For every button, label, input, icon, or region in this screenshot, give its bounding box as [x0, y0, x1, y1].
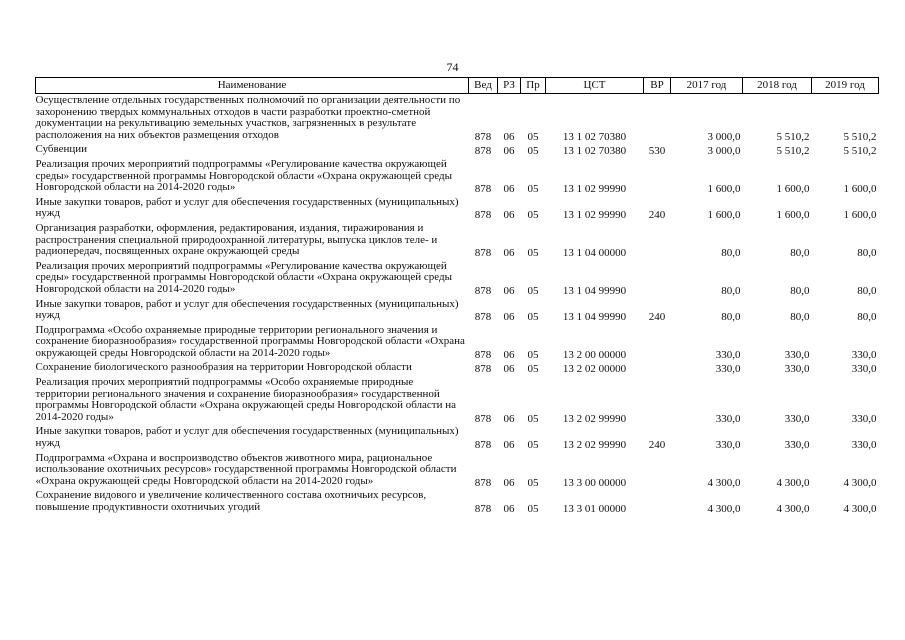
cell-vr — [644, 94, 671, 144]
cell-2018: 5 510,2 — [776, 145, 810, 158]
cell-2018: 330,0 — [784, 348, 810, 361]
cell-name: Реализация прочих мероприятий подпрограммы «Особо охраняемые природные территории регионального значения и сохранение биоразнообразия» государственной программы Новгородской области «Охрана окружающей среды Новгородской области на 2014-2020 годы» — [35, 376, 457, 423]
cell-ved: 878 — [474, 145, 492, 158]
cell-2019: 80,0 — [857, 247, 877, 260]
cell-2018: 4 300,0 — [776, 476, 810, 489]
cell-vr — [644, 376, 671, 425]
cell-ved: 878 — [474, 183, 492, 196]
table-row — [36, 158, 879, 196]
cell-2019: 330,0 — [851, 412, 877, 425]
cell-cst: 13 2 00 00000 — [562, 348, 627, 361]
cell-ved: 878 — [474, 503, 492, 515]
cell-2019: 330,0 — [851, 348, 877, 361]
cell-2017: 4 300,0 — [707, 503, 741, 515]
cell-vr: 240 — [648, 209, 666, 222]
table-row — [36, 452, 879, 490]
cell-2019: 80,0 — [857, 284, 877, 297]
table-row — [36, 143, 879, 158]
table-row — [36, 324, 879, 362]
table-row — [36, 298, 879, 324]
cell-vr — [644, 489, 671, 515]
cell-ved: 878 — [474, 311, 492, 324]
cell-pr: 05 — [527, 363, 539, 376]
cell-2019: 4 300,0 — [843, 476, 877, 489]
cell-2019: 1 600,0 — [843, 183, 877, 196]
cell-pr: 05 — [527, 284, 539, 297]
cell-vr — [644, 324, 671, 362]
table-row — [36, 361, 879, 376]
cell-cst: 13 2 02 00000 — [562, 363, 627, 376]
cell-name: Субвенции — [35, 143, 88, 156]
cell-ved: 878 — [474, 348, 492, 361]
cell-rz: 06 — [503, 183, 515, 196]
cell-pr: 05 — [527, 183, 539, 196]
cell-cst: 13 1 02 70380 — [562, 130, 627, 143]
cell-2018: 330,0 — [784, 363, 810, 376]
cell-2017: 1 600,0 — [707, 183, 741, 196]
cell-ved: 878 — [474, 363, 492, 376]
cell-2017: 330,0 — [715, 412, 741, 425]
cell-2018: 80,0 — [790, 284, 810, 297]
cell-vr — [644, 158, 671, 196]
cell-pr: 05 — [527, 348, 539, 361]
cell-rz: 06 — [503, 311, 515, 324]
cell-2017: 80,0 — [721, 247, 741, 260]
header-2018: 2018 год — [743, 78, 812, 94]
cell-2018: 1 600,0 — [776, 183, 810, 196]
header-ved: Вед — [469, 78, 498, 94]
cell-2017: 80,0 — [721, 284, 741, 297]
cell-2017: 3 000,0 — [707, 145, 741, 158]
cell-pr: 05 — [527, 476, 539, 489]
header-rz: РЗ — [498, 78, 521, 94]
cell-name: Осуществление отдельных государственных полномочий по организации деятельности по захоронению твердых коммунальных отходов в части разработки проектно-сметной документации на рекультивацию земельных участков, загрязненных в результате расположения на них объектов размещения отходов — [35, 94, 461, 141]
cell-2017: 330,0 — [715, 348, 741, 361]
cell-ved: 878 — [474, 439, 492, 452]
cell-pr: 05 — [527, 439, 539, 452]
cell-cst: 13 2 02 99990 — [562, 439, 627, 452]
cell-pr: 05 — [527, 503, 539, 515]
table-row — [36, 489, 879, 515]
table-row — [36, 222, 879, 260]
cell-2017: 1 600,0 — [707, 209, 741, 222]
cell-2017: 330,0 — [715, 439, 741, 452]
cell-2019: 80,0 — [857, 311, 877, 324]
cell-rz: 06 — [503, 363, 515, 376]
cell-ved: 878 — [474, 247, 492, 260]
header-2017: 2017 год — [671, 78, 743, 94]
cell-rz: 06 — [503, 209, 515, 222]
cell-rz: 06 — [503, 412, 515, 425]
cell-cst: 13 1 02 99990 — [562, 209, 627, 222]
cell-2019: 4 300,0 — [843, 503, 877, 515]
cell-cst: 13 2 02 99990 — [562, 412, 627, 425]
cell-vr — [644, 361, 671, 376]
cell-rz: 06 — [503, 130, 515, 143]
cell-rz: 06 — [503, 476, 515, 489]
cell-vr: 530 — [648, 145, 666, 158]
cell-2018: 80,0 — [790, 311, 810, 324]
table-row — [36, 94, 879, 144]
cell-2018: 1 600,0 — [776, 209, 810, 222]
cell-rz: 06 — [503, 145, 515, 158]
cell-cst: 13 1 04 00000 — [562, 247, 627, 260]
header-pr: Пр — [521, 78, 546, 94]
cell-name: Сохранение биологического разнообразия на территории Новгородской области — [35, 361, 412, 374]
table-body — [36, 94, 879, 516]
table-row — [36, 196, 879, 222]
cell-name: Иные закупки товаров, работ и услуг для обеспечения государственных (муниципальных) нужд — [35, 425, 459, 450]
cell-vr — [644, 222, 671, 260]
cell-pr: 05 — [527, 209, 539, 222]
cell-pr: 05 — [527, 412, 539, 425]
cell-ved: 878 — [474, 209, 492, 222]
cell-vr — [644, 260, 671, 298]
table-row — [36, 425, 879, 451]
header-vr: ВР — [644, 78, 671, 94]
cell-ved: 878 — [474, 412, 492, 425]
table-header-row — [36, 78, 879, 94]
cell-cst: 13 3 01 00000 — [562, 503, 627, 515]
cell-name: Реализация прочих мероприятий подпрограммы «Регулирование качества окружающей среды» государственной программы Новгородской области «Охрана окружающей среды Новгородской области на 2014-2020 годы» — [35, 259, 453, 295]
cell-name: Организация разработки, оформления, редактирования, издания, тиражирования и распространения специальной природоохранной литературы, выпуска циклов теле- и радиопередач, посвященных охране окружающей среды — [35, 221, 438, 258]
table-row — [36, 260, 879, 298]
cell-name: Иные закупки товаров, работ и услуг для обеспечения государственных (муниципальных) нужд — [35, 297, 459, 322]
cell-2017: 3 000,0 — [707, 130, 741, 143]
cell-2018: 5 510,2 — [776, 130, 810, 143]
budget-table — [35, 77, 879, 516]
cell-2019: 5 510,2 — [843, 130, 877, 143]
cell-name: Сохранение видового и увеличение количественного состава охотничьих ресурсов, повышение продуктивности охотничьих угодий — [35, 489, 427, 513]
cell-cst: 13 1 02 70380 — [562, 145, 627, 158]
cell-2017: 80,0 — [721, 311, 741, 324]
cell-name: Подпрограмма «Особо охраняемые природные территории регионального значения и сохранение биоразнообразия» государственной программы Новгородской области «Охрана окружающей среды Новгородской области на 2014-2020 годы» — [35, 323, 465, 359]
cell-2018: 330,0 — [784, 439, 810, 452]
cell-vr: 240 — [648, 439, 666, 452]
cell-ved: 878 — [474, 284, 492, 297]
cell-ved: 878 — [474, 130, 492, 143]
page-number: 74 — [446, 60, 459, 74]
cell-ved: 878 — [474, 476, 492, 489]
cell-vr: 240 — [648, 311, 666, 324]
cell-2019: 330,0 — [851, 439, 877, 452]
cell-2017: 4 300,0 — [707, 476, 741, 489]
cell-cst: 13 3 00 00000 — [562, 476, 627, 489]
cell-2018: 80,0 — [790, 247, 810, 260]
cell-cst: 13 1 04 99990 — [562, 284, 627, 297]
header-cst: ЦСТ — [546, 78, 644, 94]
cell-2019: 1 600,0 — [843, 209, 877, 222]
cell-rz: 06 — [503, 348, 515, 361]
cell-cst: 13 1 02 99990 — [562, 183, 627, 196]
cell-rz: 06 — [503, 284, 515, 297]
cell-2019: 5 510,2 — [843, 145, 877, 158]
cell-2019: 330,0 — [851, 363, 877, 376]
cell-rz: 06 — [503, 503, 515, 515]
cell-pr: 05 — [527, 145, 539, 158]
header-name: Наименование — [36, 78, 469, 94]
cell-vr — [644, 452, 671, 490]
cell-rz: 06 — [503, 247, 515, 260]
cell-2017: 330,0 — [715, 363, 741, 376]
table-row — [36, 376, 879, 425]
cell-name: Иные закупки товаров, работ и услуг для обеспечения государственных (муниципальных) нужд — [35, 195, 459, 220]
cell-pr: 05 — [527, 247, 539, 260]
cell-pr: 05 — [527, 311, 539, 324]
cell-rz: 06 — [503, 439, 515, 452]
cell-pr: 05 — [527, 130, 539, 143]
header-2019: 2019 год — [812, 78, 879, 94]
cell-cst: 13 1 04 99990 — [562, 311, 627, 324]
cell-2018: 4 300,0 — [776, 503, 810, 515]
cell-name: Подпрограмма «Охрана и воспроизводство объектов животного мира, рациональное использование охотничьих ресурсов» государственной программы Новгородской области «Охрана окружающей среды Новгородской области на 2014-2020 годы» — [35, 451, 457, 487]
cell-name: Реализация прочих мероприятий подпрограммы «Регулирование качества окружающей среды» государственной программы Новгородской области «Охрана окружающей среды Новгородской области на 2014-2020 годы» — [35, 157, 453, 194]
cell-2018: 330,0 — [784, 412, 810, 425]
